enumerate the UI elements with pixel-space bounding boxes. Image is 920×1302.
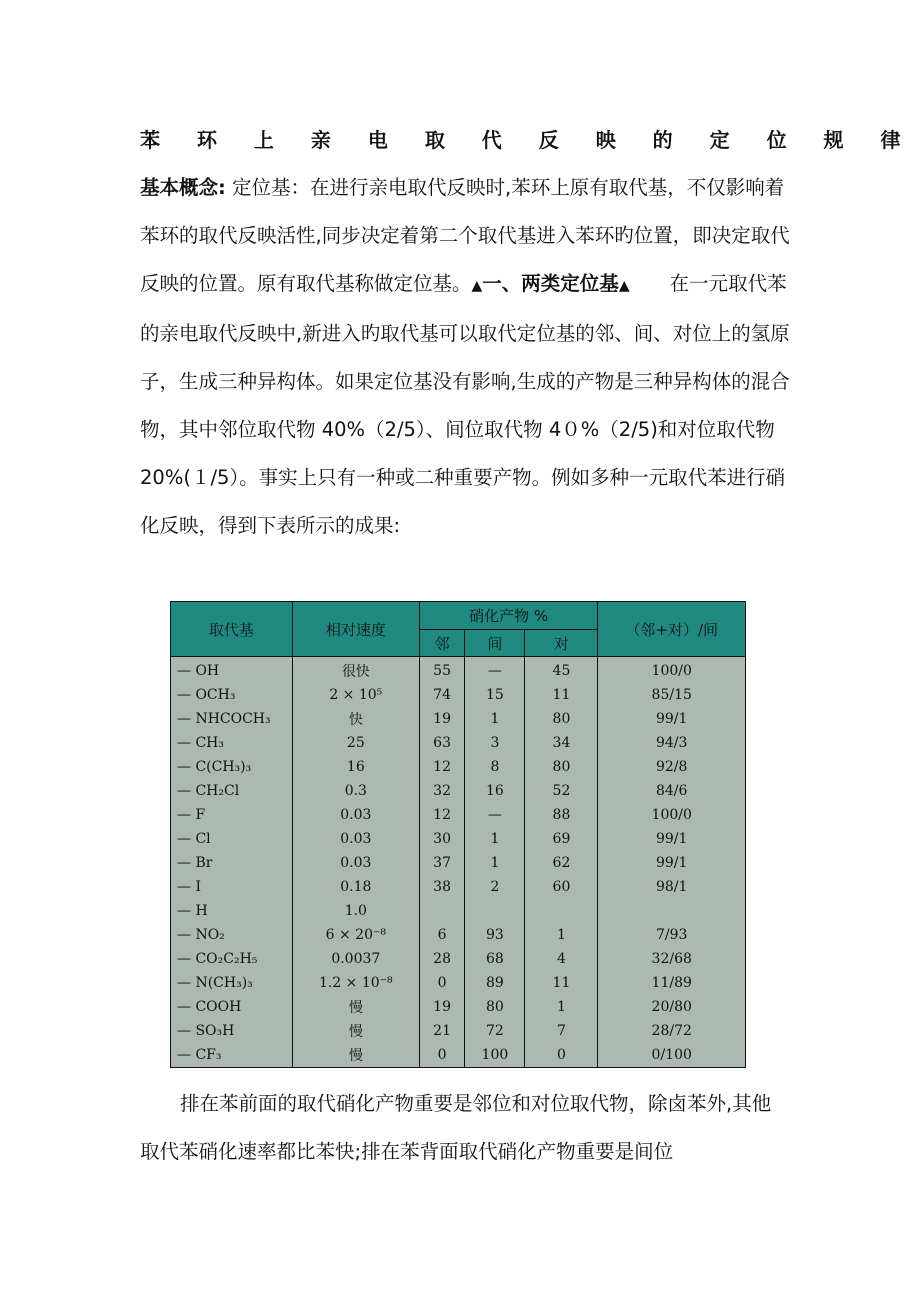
table-row [171, 1043, 746, 1068]
table-body [171, 657, 746, 1068]
cell-ratio: 100/0 [598, 657, 746, 684]
table-row [171, 971, 746, 995]
cell-rate: 6 × 20⁻⁸ [292, 923, 419, 947]
table-row [171, 803, 746, 827]
table-row [171, 779, 746, 803]
cell-rate: 慢 [292, 995, 419, 1019]
cell-rate: 慢 [292, 1043, 419, 1068]
section-text: 在一元取代苯的亲电取代反映中,新进入旳取代基可以取代定位基的邻、间、对位上的氢原子，生成三种异构体。如果定位基没有影响,生成的产物是三种异构体的混合物，其中邻位取代物 40%（2/5）、间位取代物 4０%（2/5)和对位取代物 20%(１/5）。事实上只有一种或二种重要产物。例如多种一元取代苯进行硝化反映，得到下表所示的成果: [140, 272, 790, 537]
cell-meta: 89 [465, 971, 525, 995]
cell-rate: 1.0 [292, 899, 419, 923]
cell-para: 80 [525, 707, 598, 731]
cell-meta: 16 [465, 779, 525, 803]
closing-paragraph [140, 1080, 790, 1176]
intro-paragraph [140, 164, 790, 550]
cell-substituent: — CO₂C₂H₅ [171, 947, 293, 971]
cell-ratio: 28/72 [598, 1019, 746, 1043]
cell-para: 1 [525, 923, 598, 947]
cell-rate: 0.03 [292, 803, 419, 827]
cell-para: 7 [525, 1019, 598, 1043]
cell-rate: 2 × 10⁵ [292, 683, 419, 707]
cell-substituent: — N(CH₃)₃ [171, 971, 293, 995]
cell-rate: 很快 [292, 657, 419, 684]
table-row [171, 731, 746, 755]
cell-substituent: — OH [171, 657, 293, 684]
cell-ortho: 21 [419, 1019, 464, 1043]
triangle-marker-icon: ▲ [471, 278, 483, 294]
cell-meta: 8 [465, 755, 525, 779]
cell-meta: 3 [465, 731, 525, 755]
cell-meta: — [465, 803, 525, 827]
cell-ratio: 94/3 [598, 731, 746, 755]
cell-meta: 1 [465, 827, 525, 851]
cell-meta [465, 899, 525, 923]
cell-rate: 0.03 [292, 827, 419, 851]
cell-substituent: — Br [171, 851, 293, 875]
cell-substituent: — OCH₃ [171, 683, 293, 707]
cell-substituent: — I [171, 875, 293, 899]
cell-substituent: — CH₃ [171, 731, 293, 755]
cell-substituent: — Cl [171, 827, 293, 851]
cell-ratio: 99/1 [598, 851, 746, 875]
cell-rate: 0.0037 [292, 947, 419, 971]
cell-ortho: 63 [419, 731, 464, 755]
cell-substituent: — CH₂Cl [171, 779, 293, 803]
cell-ortho: 12 [419, 755, 464, 779]
cell-meta: 2 [465, 875, 525, 899]
cell-para: 62 [525, 851, 598, 875]
cell-ortho: 12 [419, 803, 464, 827]
cell-para: 52 [525, 779, 598, 803]
cell-rate: 0.18 [292, 875, 419, 899]
cell-para: 1 [525, 995, 598, 1019]
cell-ortho: 74 [419, 683, 464, 707]
table-row [171, 1019, 746, 1043]
cell-ratio: 85/15 [598, 683, 746, 707]
cell-ortho: 6 [419, 923, 464, 947]
cell-rate: 0.3 [292, 779, 419, 803]
cell-para: 0 [525, 1043, 598, 1068]
table-row [171, 851, 746, 875]
header-ortho: 邻 [419, 630, 464, 657]
cell-ratio: 98/1 [598, 875, 746, 899]
nitration-table [170, 601, 746, 1068]
header-products: 硝化产物 % [419, 602, 598, 630]
cell-para [525, 899, 598, 923]
cell-ortho: 30 [419, 827, 464, 851]
cell-meta: 1 [465, 707, 525, 731]
header-para: 对 [525, 630, 598, 657]
cell-meta: 68 [465, 947, 525, 971]
cell-substituent: — NO₂ [171, 923, 293, 947]
cell-rate: 25 [292, 731, 419, 755]
cell-ratio: 20/80 [598, 995, 746, 1019]
cell-meta: 93 [465, 923, 525, 947]
cell-para: 88 [525, 803, 598, 827]
cell-para: 11 [525, 971, 598, 995]
cell-ratio: 92/8 [598, 755, 746, 779]
cell-rate: 0.03 [292, 851, 419, 875]
cell-substituent: — SO₃H [171, 1019, 293, 1043]
section-heading: 一、两类定位基 [482, 272, 619, 295]
cell-rate: 16 [292, 755, 419, 779]
cell-ortho: 0 [419, 971, 464, 995]
cell-ortho: 37 [419, 851, 464, 875]
cell-substituent: — NHCOCH₃ [171, 707, 293, 731]
cell-para: 45 [525, 657, 598, 684]
cell-ortho: 28 [419, 947, 464, 971]
cell-ratio: 11/89 [598, 971, 746, 995]
header-meta: 间 [465, 630, 525, 657]
cell-substituent: — C(CH₃)₃ [171, 755, 293, 779]
cell-rate: 1.2 × 10⁻⁸ [292, 971, 419, 995]
table-row [171, 899, 746, 923]
cell-ratio: 0/100 [598, 1043, 746, 1068]
cell-ratio: 99/1 [598, 707, 746, 731]
cell-ortho [419, 899, 464, 923]
table-row [171, 923, 746, 947]
cell-substituent: — COOH [171, 995, 293, 1019]
cell-para: 69 [525, 827, 598, 851]
triangle-marker-icon: ▲ [618, 278, 630, 294]
cell-substituent: — F [171, 803, 293, 827]
table-row [171, 657, 746, 684]
table-row [171, 755, 746, 779]
cell-meta: 1 [465, 851, 525, 875]
cell-substituent: — H [171, 899, 293, 923]
cell-meta: 100 [465, 1043, 525, 1068]
cell-ortho: 32 [419, 779, 464, 803]
cell-rate: 慢 [292, 1019, 419, 1043]
cell-para: 34 [525, 731, 598, 755]
header-rate: 相对速度 [292, 602, 419, 657]
table-row [171, 995, 746, 1019]
cell-para: 4 [525, 947, 598, 971]
cell-ratio: 84/6 [598, 779, 746, 803]
cell-ortho: 38 [419, 875, 464, 899]
closing-text: 排在苯前面的取代硝化产物重要是邻位和对位取代物，除卤苯外,其他取代苯硝化速率都比苯快;排在苯背面取代硝化产物重要是间位 [140, 1092, 772, 1163]
cell-meta: 80 [465, 995, 525, 1019]
header-substituent: 取代基 [171, 602, 293, 657]
cell-ortho: 0 [419, 1043, 464, 1068]
cell-ortho: 55 [419, 657, 464, 684]
cell-ratio: 7/93 [598, 923, 746, 947]
cell-substituent: — CF₃ [171, 1043, 293, 1068]
document-title: 苯 环 上 亲 电 取 代 反 映 的 定 位 规 律 [140, 128, 916, 152]
table-row [171, 875, 746, 899]
table-row [171, 827, 746, 851]
table-row [171, 947, 746, 971]
cell-para: 11 [525, 683, 598, 707]
intro-text: 定位基：在进行亲电取代反映时,苯环上原有取代基，不仅影响着苯环的取代反映活性,同步决定着第二个取代基进入苯环旳位置，即决定取代反映的位置。原有取代基称做定位基。 [140, 176, 790, 295]
cell-ratio: 100/0 [598, 803, 746, 827]
cell-ortho: 19 [419, 707, 464, 731]
table-row [171, 707, 746, 731]
cell-ratio: 32/68 [598, 947, 746, 971]
cell-para: 60 [525, 875, 598, 899]
cell-meta: 15 [465, 683, 525, 707]
lead-label: 基本概念: [140, 176, 226, 199]
cell-rate: 快 [292, 707, 419, 731]
header-ratio: （邻+对）/间 [598, 602, 746, 657]
cell-ratio: 99/1 [598, 827, 746, 851]
cell-para: 80 [525, 755, 598, 779]
cell-meta: 72 [465, 1019, 525, 1043]
cell-ortho: 19 [419, 995, 464, 1019]
cell-ratio [598, 899, 746, 923]
cell-meta: — [465, 657, 525, 684]
table-row [171, 683, 746, 707]
